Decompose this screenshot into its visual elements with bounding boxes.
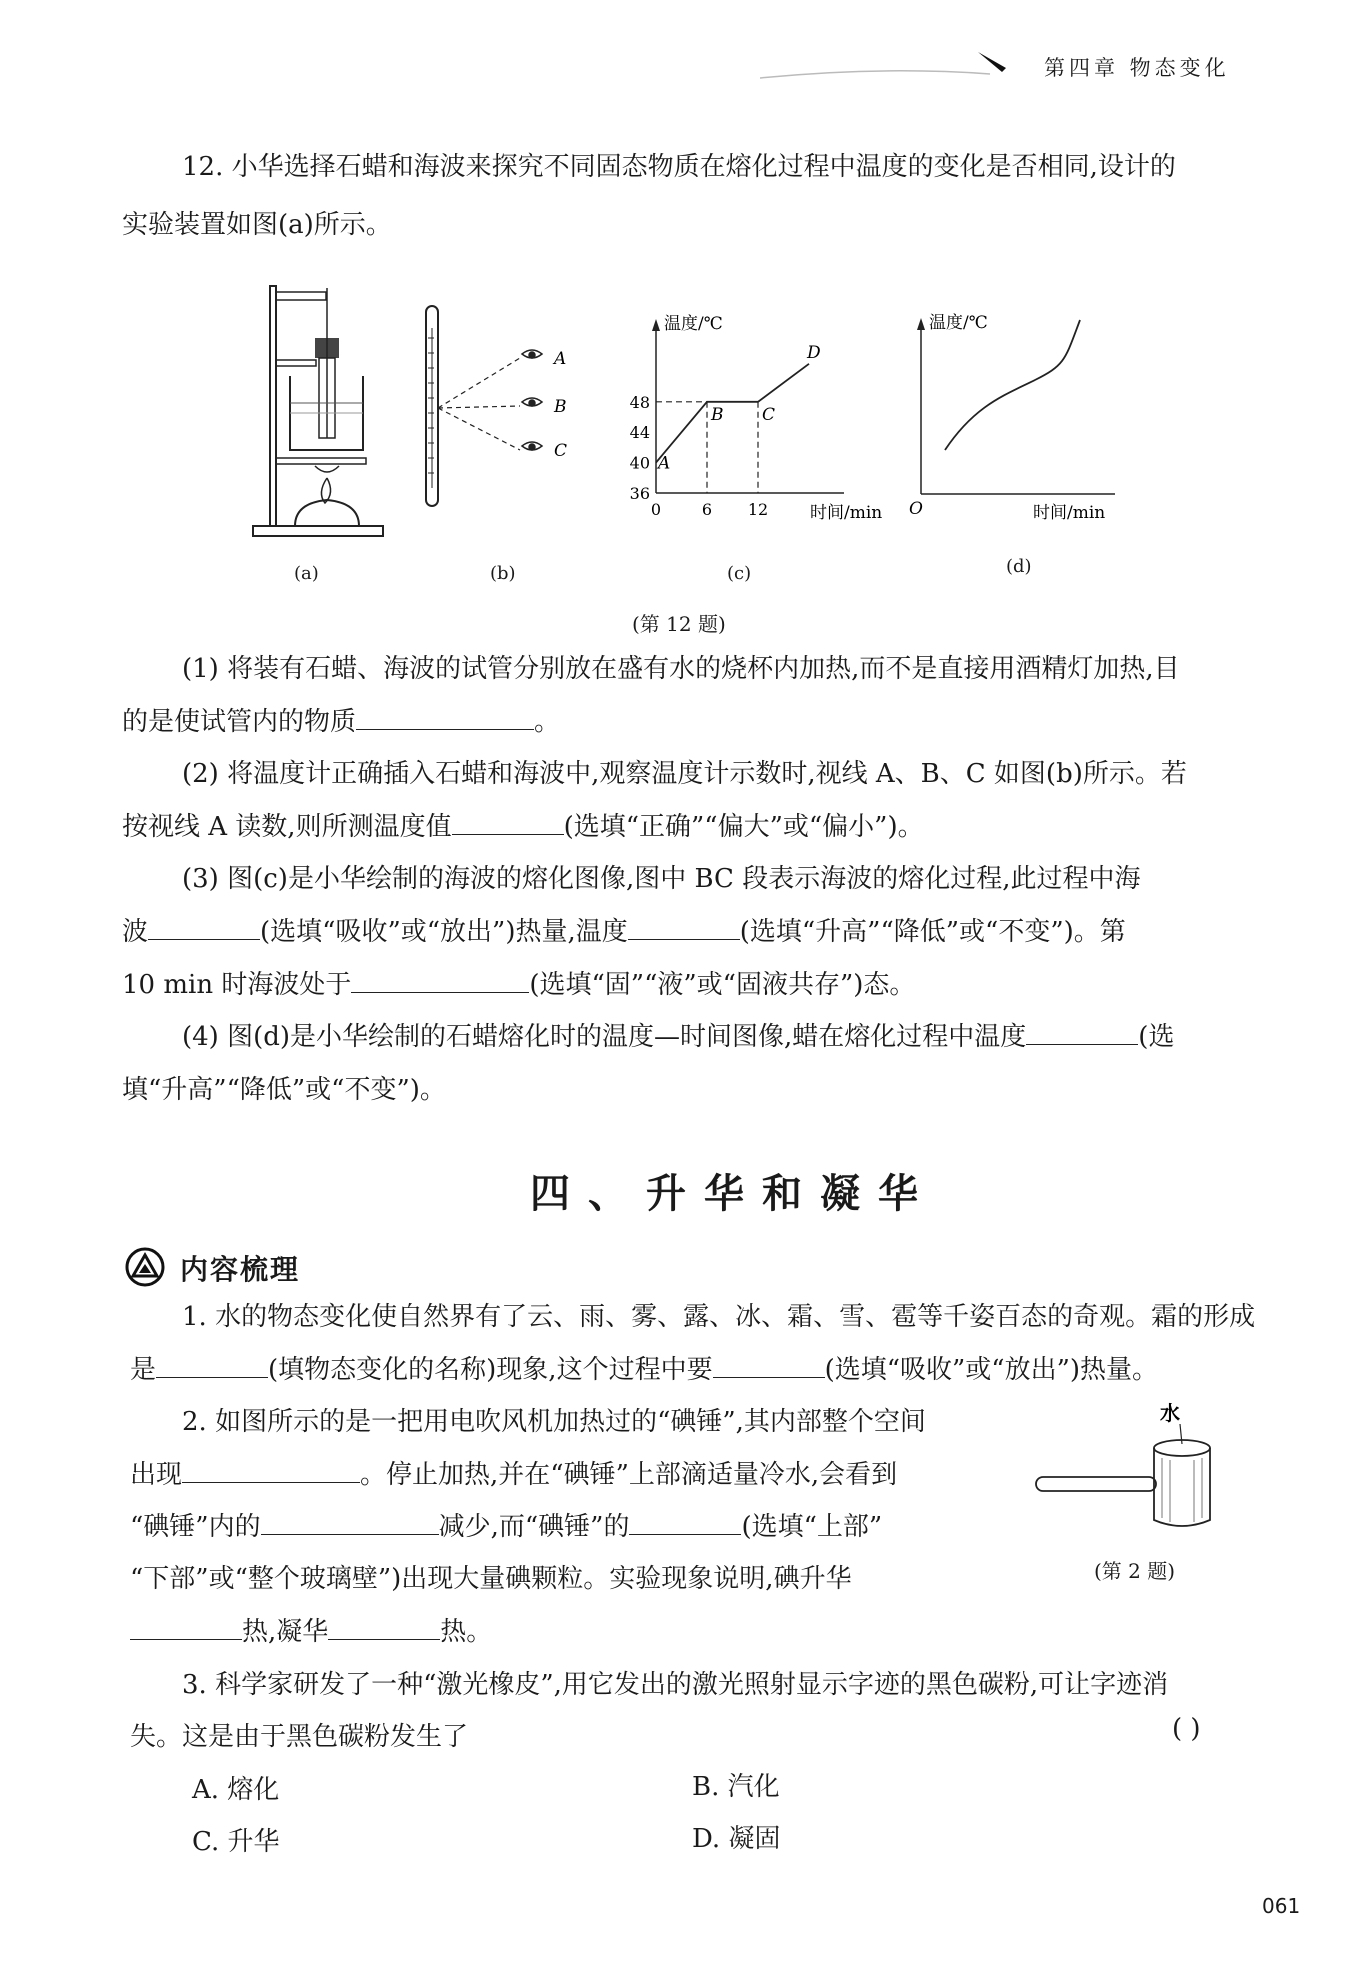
answer-blank[interactable] bbox=[1026, 1020, 1138, 1045]
s3-line1: 3. 科学家研发了一种“激光橡皮”,用它发出的激光照射显示字迹的黑色碳粉,可让字迹消 bbox=[182, 1670, 1169, 1700]
sight-label-c: C bbox=[554, 441, 568, 461]
option-b[interactable]: B. 汽化 bbox=[692, 1772, 780, 1802]
chart-d-xlabel: 时间/min bbox=[1033, 503, 1106, 523]
s2-line1: 2. 如图所示的是一把用电吹风机加热过的“碘锤”,其内部整个空间 bbox=[182, 1407, 926, 1437]
chart-c-xtick: 12 bbox=[747, 500, 769, 519]
answer-blank[interactable] bbox=[713, 1353, 825, 1378]
water-label: 水 bbox=[1160, 1401, 1180, 1425]
chart-c-point-a: A bbox=[658, 453, 671, 474]
figure-label-d: (d) bbox=[1006, 556, 1032, 577]
chart-c-ylabel: 温度/℃ bbox=[664, 314, 723, 334]
sight-label-b: B bbox=[554, 397, 567, 417]
figure-c-chart bbox=[612, 305, 902, 530]
answer-blank[interactable] bbox=[628, 915, 740, 940]
s3-answer-bracket[interactable]: ( ) bbox=[1172, 1714, 1201, 1744]
option-d[interactable]: D. 凝固 bbox=[692, 1824, 781, 1854]
q12-sub2-line1: (2) 将温度计正确插入石蜡和海波中,观察温度计示数时,视线 A、B、C 如图(b)所示。若 bbox=[182, 759, 1187, 789]
answer-blank[interactable] bbox=[328, 1615, 440, 1640]
answer-blank[interactable] bbox=[261, 1510, 439, 1535]
option-c[interactable]: C. 升华 bbox=[192, 1827, 280, 1857]
answer-blank[interactable] bbox=[351, 968, 529, 993]
content-review-title: 内容梳理 bbox=[180, 1253, 301, 1286]
answer-blank[interactable] bbox=[156, 1353, 268, 1378]
figure-label-b: (b) bbox=[490, 563, 516, 584]
answer-blank[interactable] bbox=[130, 1615, 242, 1640]
chapter-title: 第四章 物态变化 bbox=[1044, 56, 1230, 80]
s2-line2: 出现 。停止加热,并在“碘锤”上部滴适量冷水,会看到 bbox=[130, 1460, 898, 1490]
q12-line2: 实验装置如图(a)所示。 bbox=[122, 210, 392, 240]
q12-sub1-line1: (1) 将装有石蜡、海波的试管分别放在盛有水的烧杯内加热,而不是直接用酒精灯加热,目 bbox=[182, 654, 1180, 684]
option-a[interactable]: A. 熔化 bbox=[192, 1775, 280, 1805]
s1-line2: 是 (填物态变化的名称)现象,这个过程中要 (选填“吸收”或“放出”)热量。 bbox=[130, 1355, 1159, 1385]
figure-d-chart bbox=[905, 300, 1135, 530]
q12-line1: 12. 小华选择石蜡和海波来探究不同固态物质在熔化过程中温度的变化是否相同,设计的 bbox=[182, 152, 1176, 182]
chart-c-point-d: D bbox=[807, 342, 821, 363]
figure-label-a: (a) bbox=[294, 563, 319, 584]
figure-a-apparatus bbox=[245, 278, 395, 538]
q12-sub3-line2: 波 (选填“吸收”或“放出”)热量,温度 (选填“升高”“降低”或“不变”)。第 bbox=[122, 917, 1126, 947]
chart-c-ytick: 44 bbox=[629, 423, 650, 443]
q12-figure-caption: (第 12 题) bbox=[632, 612, 726, 636]
q12-sub4-line2: 填“升高”“降低”或“不变”)。 bbox=[122, 1075, 446, 1105]
s2-line4: “下部”或“整个玻璃壁”)出现大量碘颗粒。实验现象说明,碘升华 bbox=[130, 1564, 852, 1594]
chart-d-curve bbox=[945, 320, 1080, 450]
answer-blank[interactable] bbox=[452, 810, 564, 835]
chart-c-ytick: 40 bbox=[629, 453, 650, 473]
q12-sub3-line3: 10 min 时海波处于 (选填“固”“液”或“固液共存”)态。 bbox=[122, 970, 916, 1000]
answer-blank[interactable] bbox=[148, 915, 260, 940]
q12-sub4-line1: (4) 图(d)是小华绘制的石蜡熔化时的温度—时间图像,蜡在熔化过程中温度 (选 bbox=[182, 1022, 1175, 1052]
page-number: 061 bbox=[1262, 1894, 1301, 1918]
s2-line5: 热,凝华 热。 bbox=[130, 1615, 492, 1649]
chart-d-ylabel: 温度/℃ bbox=[929, 313, 988, 333]
chart-c-point-b: B bbox=[711, 404, 724, 425]
chart-c-point-c: C bbox=[762, 404, 776, 425]
section-title: 四、升华和凝华 bbox=[530, 1171, 936, 1217]
header bbox=[980, 44, 1320, 84]
answer-blank[interactable] bbox=[629, 1510, 741, 1535]
pen-icon bbox=[760, 44, 1020, 84]
iodine-hammer-figure bbox=[1030, 1400, 1250, 1540]
s1-line1: 1. 水的物态变化使自然界有了云、雨、雾、露、冰、霜、雪、雹等千姿百态的奇观。霜的形成 bbox=[182, 1302, 1256, 1332]
chart-c-xlabel: 时间/min bbox=[810, 503, 883, 523]
chart-c-xtick: 0 bbox=[650, 500, 662, 519]
sight-label-a: A bbox=[554, 349, 567, 369]
figure-label-c: (c) bbox=[727, 563, 752, 584]
q12-sub3-line1: (3) 图(c)是小华绘制的海波的熔化图像,图中 BC 段表示海波的熔化过程,此过程中海 bbox=[182, 864, 1141, 894]
chart-c-ytick: 36 bbox=[629, 484, 650, 503]
triangle-badge-icon bbox=[124, 1246, 166, 1288]
answer-blank[interactable] bbox=[182, 1458, 360, 1483]
s2-line3: “碘锤”内的 减少,而“碘锤”的 (选填“上部” bbox=[130, 1512, 883, 1542]
chart-d-origin: O bbox=[909, 499, 923, 519]
q12-sub2-line2: 按视线 A 读数,则所测温度值 (选填“正确”“偏大”或“偏小”)。 bbox=[122, 812, 924, 842]
chart-c-ytick: 48 bbox=[629, 392, 650, 412]
figure-b-thermometer bbox=[420, 298, 595, 513]
s2-figure-caption: (第 2 题) bbox=[1094, 1559, 1176, 1583]
s3-line2: 失。这是由于黑色碳粉发生了 bbox=[130, 1722, 469, 1752]
q12-sub1-line2: 的是使试管内的物质 。 bbox=[122, 707, 561, 737]
chart-c-series-line bbox=[656, 364, 809, 463]
chart-c-xtick: 6 bbox=[701, 500, 713, 519]
answer-blank[interactable] bbox=[356, 705, 534, 730]
